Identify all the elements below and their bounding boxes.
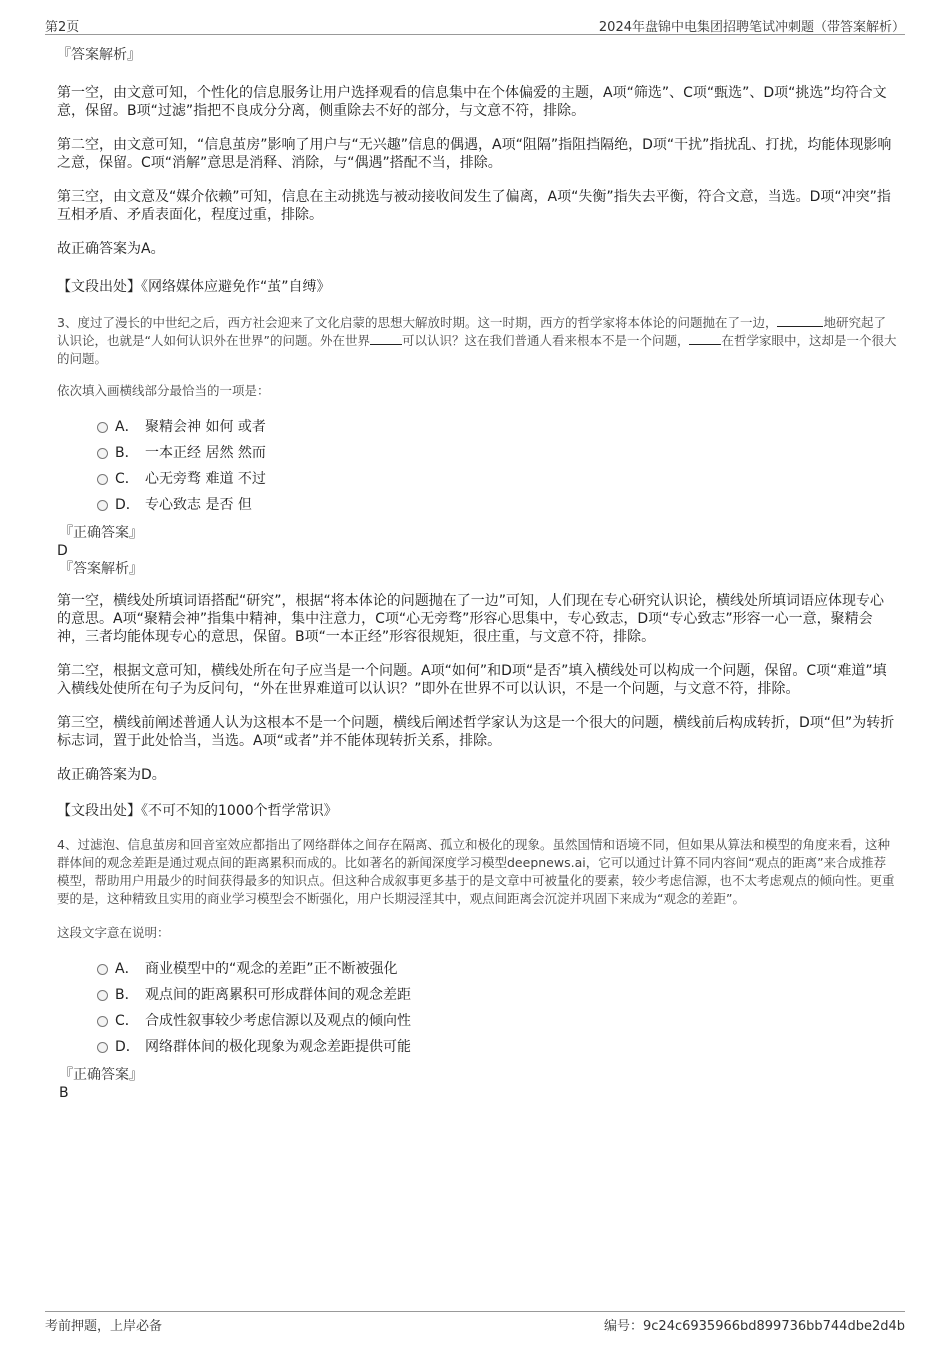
source-citation: 【文段出处】《不可不知的1000个哲学常识》 (57, 803, 338, 819)
radio-icon[interactable] (97, 448, 108, 459)
question-text-part: 3、度过了漫长的中世纪之后，西方社会迎来了文化启蒙的思想大解放时期。这一时期，西方的哲学家将本体论的问题抛在了一边， (57, 315, 778, 330)
analysis-paragraph: 第二空，根据文意可知，横线处所在句子应当是一个问题。A项“如何”和D项“是否”填入横线处可以构成一个问题，保留。C项“难道”填入横线处使所在句子为反问句，“外在世界难道可以认识？”即外在世界不可以认识，不是一个问题，与文意不符，排除。 (57, 663, 887, 697)
analysis-paragraph: 第三空，横线前阐述普通人认为这根本不是一个问题，横线后阐述哲学家认为这是一个很大的问题，横线前后构成转折，D项“但”为转折标志词，置于此处恰当，当选。A项“或者”并不能体现转折关系，排除。 (57, 715, 895, 749)
question-3-text (57, 314, 897, 368)
radio-icon[interactable] (97, 1016, 108, 1027)
correct-answer: D (57, 543, 68, 559)
fill-blank (689, 332, 721, 345)
page-number: 第2页 (45, 20, 80, 35)
correct-answer: B (59, 1085, 69, 1101)
footer-slogan: 考前押题，上岸必备 (45, 1319, 163, 1334)
question-text-part: 可以认识？这在我们普通人看来根本不是一个问题， (401, 333, 690, 348)
question-prompt: 这段文字意在说明： (57, 925, 170, 940)
analysis-paragraph: 第一空，由文意可知，个性化的信息服务让用户选择观看的信息集中在个体偏爱的主题，A项“筛选”、C项“甄选”、D项“挑选”均符合文意，保留。B项“过滤”指把不良成分分离，侧重除去不好的部分，与文意不符，排除。 (57, 85, 887, 119)
fill-blank (370, 332, 402, 345)
option-c[interactable]: C． 合成性叙事较少考虑信源以及观点的倾向性 (57, 1008, 897, 1034)
page-footer (45, 1311, 905, 1334)
radio-icon[interactable] (97, 422, 108, 433)
option-list (57, 414, 897, 518)
question-text-part: 在哲学家眼中，这却是一个很大的问题。 (57, 333, 897, 366)
option-d[interactable]: D． 网络群体间的极化现象为观念差距提供可能 (57, 1034, 897, 1060)
option-a[interactable]: A． 聚精会神 如何 或者 (57, 414, 897, 440)
source-citation: 【文段出处】《网络媒体应避免作“茧”自缚》 (57, 279, 331, 295)
radio-icon[interactable] (97, 500, 108, 511)
question-text-part: 地研究起了认识论，也就是“人如何认识外在世界”的问题。外在世界 (57, 315, 886, 348)
option-a[interactable]: A． 商业模型中的“观念的差距”正不断被强化 (57, 956, 897, 982)
radio-icon[interactable] (97, 1042, 108, 1053)
analysis-paragraph: 第三空，由文意及“媒介依赖”可知，信息在主动挑选与被动接收间发生了偏离，A项“失衡”指失去平衡，符合文意，当选。D项“冲突”指互相矛盾、矛盾表面化，程度过重，排除。 (57, 189, 891, 223)
final-answer: 故正确答案为A。 (57, 241, 165, 257)
analysis-paragraph: 第一空，横线处所填词语搭配“研究”，根据“将本体论的问题抛在了一边”可知，人们现在专心研究认识论，横线处所填词语应体现专心的意思。A项“聚精会神”指集中精神，集中注意力，C项“心无旁骛”形容心思集中，专心致志，D项“专心致志”形容一心一意，聚精会神，三者均能体现专心的意思，保留。B项“一本正经”形容很规矩，很庄重，与文意不符，排除。 (57, 593, 885, 645)
analysis-label: 『答案解析』 (59, 561, 143, 577)
page-content (57, 44, 897, 1102)
option-b[interactable]: B． 一本正经 居然 然而 (57, 440, 897, 466)
document-title: 2024年盘锦中电集团招聘笔试冲刺题（带答案解析） (598, 20, 905, 35)
correct-answer-label: 『正确答案』 (59, 1067, 143, 1083)
radio-icon[interactable] (97, 964, 108, 975)
final-answer: 故正确答案为D。 (57, 767, 166, 783)
fill-blank (777, 314, 823, 327)
analysis-paragraph: 第二空，由文意可知，“信息茧房”影响了用户与“无兴趣”信息的偶遇，A项“阻隔”指阻挡隔绝，D项“干扰”指扰乱、打扰，均能体现影响之意，保留。C项“消解”意思是消释、消除，与“偶遇”搭配不当，排除。 (57, 137, 892, 171)
question-prompt: 依次填入画横线部分最恰当的一项是： (57, 383, 270, 398)
page-header (45, 14, 905, 35)
correct-answer-label: 『正确答案』 (59, 525, 143, 541)
radio-icon[interactable] (97, 990, 108, 1001)
question-4-text: 4、过滤泡、信息茧房和回音室效应都指出了网络群体之间存在隔离、孤立和极化的现象。虽然国情和语境不同，但如果从算法和模型的角度来看，这种群体间的观念差距是通过观点间的距离累积而成的。比如著名的新闻深度学习模型deepnews.ai，它可以通过计算不同内容间“观点的距离”来合成推荐模型，帮助用户用最少的时间获得最多的知识点。但这种合成叙事更多基于的是文章中可被量化的要素，较少考虑信源，也不太考虑观点的倾向性。更重要的是，这种精致且实用的商业学习模型会不断强化，用户长期浸淫其中，观点间距离会沉淀并巩固下来成为“观念的差距”。 (57, 837, 895, 906)
document-id: 编号：9c24c6935966bd899736bb744dbe2d4b (604, 1319, 905, 1334)
option-list (57, 956, 897, 1060)
option-d[interactable]: D． 专心致志 是否 但 (57, 492, 897, 518)
option-c[interactable]: C． 心无旁骛 难道 不过 (57, 466, 897, 492)
radio-icon[interactable] (97, 474, 108, 485)
analysis-label: 『答案解析』 (57, 47, 141, 63)
option-b[interactable]: B． 观点间的距离累积可形成群体间的观念差距 (57, 982, 897, 1008)
